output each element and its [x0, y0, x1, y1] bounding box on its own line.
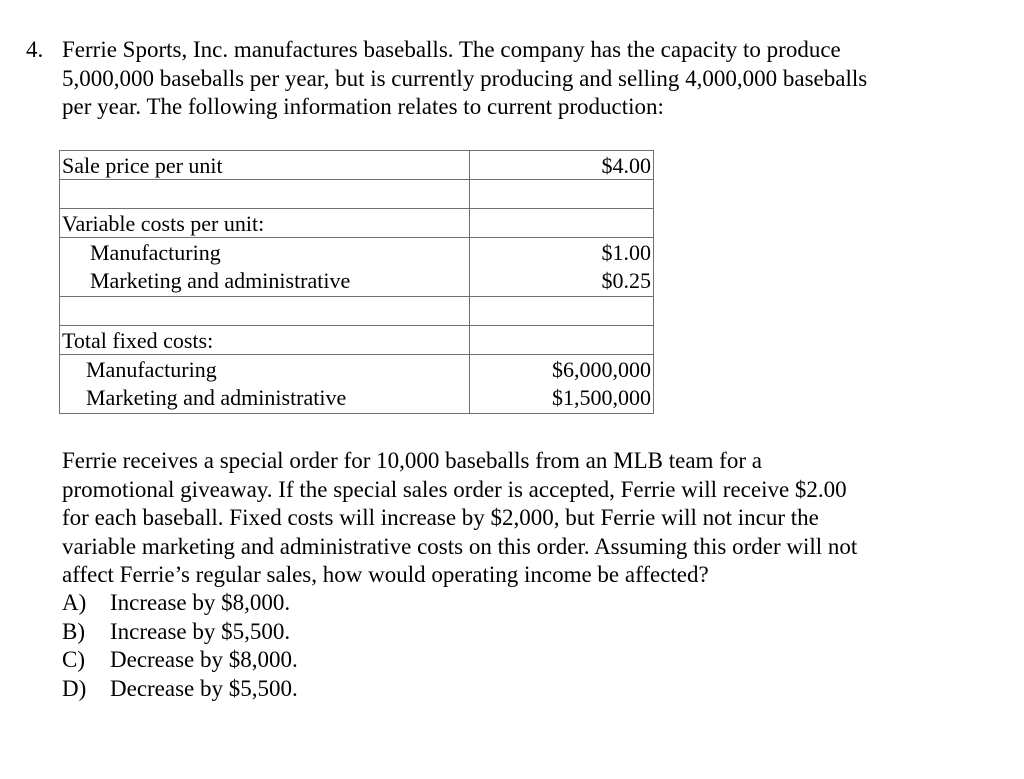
fixed-manufacturing-value: $6,000,000	[552, 357, 651, 382]
variable-manufacturing-label: Manufacturing	[90, 240, 221, 265]
intro-line: per year. The following information relates to current production:	[62, 94, 664, 119]
variable-costs-header: Variable costs per unit:	[60, 209, 470, 238]
question-text	[62, 36, 986, 122]
option-letter: A)	[62, 590, 87, 615]
scenario-line: variable marketing and administrative costs on this order. Assuming this order will not	[62, 533, 858, 559]
question-number: 4.	[26, 37, 44, 62]
fixed-marketing-value: $1,500,000	[552, 385, 651, 410]
table-row	[60, 355, 654, 414]
scenario-paragraph	[62, 447, 962, 590]
option-a	[62, 589, 298, 618]
table-row	[60, 326, 654, 355]
option-letter: D)	[62, 675, 87, 701]
cost-table	[59, 150, 654, 414]
option-text: Increase by $5,500.	[110, 618, 291, 644]
scenario-line: Ferrie receives a special order for 10,000 baseballs from an MLB team for a	[62, 448, 762, 473]
variable-costs-labels	[60, 238, 470, 297]
intro-line: 5,000,000 baseballs per year, but is currently producing and selling 4,000,000 baseballs	[62, 65, 868, 91]
variable-marketing-label: Marketing and administrative	[90, 268, 351, 293]
table-row	[60, 151, 654, 180]
fixed-manufacturing-label: Manufacturing	[86, 357, 217, 382]
answer-options	[62, 589, 298, 703]
sale-price-value: $4.00	[470, 151, 654, 180]
option-letter: C)	[62, 647, 85, 672]
option-text: Decrease by $8,000.	[110, 647, 298, 672]
fixed-costs-labels	[60, 355, 470, 414]
option-text: Decrease by $5,500.	[110, 675, 298, 701]
table-row	[60, 209, 654, 238]
fixed-costs-header: Total fixed costs:	[60, 326, 470, 355]
scenario-line: for each baseball. Fixed costs will increase by $2,000, but Ferrie will not incur the	[62, 505, 819, 530]
intro-line: Ferrie Sports, Inc. manufactures baseballs. The company has the capacity to produce	[62, 37, 841, 62]
option-text: Increase by $8,000.	[110, 590, 291, 615]
fixed-marketing-label: Marketing and administrative	[86, 385, 347, 410]
table-row-empty	[60, 297, 654, 326]
question-intro	[26, 36, 986, 122]
fixed-costs-values	[470, 355, 654, 414]
scenario-line: affect Ferrie’s regular sales, how would operating income be affected?	[62, 562, 709, 587]
variable-marketing-value: $0.25	[601, 268, 651, 293]
variable-manufacturing-value: $1.00	[601, 240, 651, 265]
option-d	[62, 675, 298, 704]
option-b	[62, 618, 298, 647]
scenario-line: promotional giveaway. If the special sales order is accepted, Ferrie will receive $2.00	[62, 476, 847, 502]
sale-price-label: Sale price per unit	[60, 151, 470, 180]
table-row	[60, 238, 654, 297]
option-c	[62, 646, 298, 675]
option-letter: B)	[62, 618, 85, 644]
variable-costs-values	[470, 238, 654, 297]
table-row-empty	[60, 180, 654, 209]
